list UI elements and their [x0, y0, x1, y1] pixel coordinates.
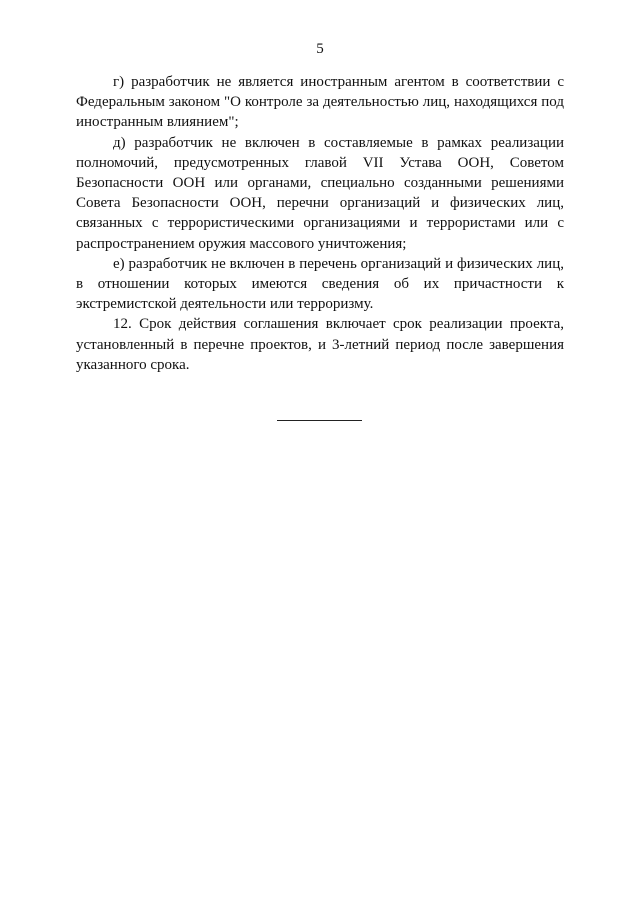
document-body: [76, 72, 564, 375]
paragraph-12: 12. Срок действия соглашения включает срок реализации проекта, установленный в перечне проектов, и 3-летний период после завершения указанного срока.: [76, 316, 564, 373]
end-separator-line: [277, 420, 362, 421]
paragraph-d: д) разработчик не включен в составляемые в рамках реализации полномочий, предусмотренных главой VII Устава ООН, Советом Безопасности ООН или органами, специально созданными решениями Совета Безопасности ООН, перечни организаций и физических лиц, связанных с террористическими организациями и террористами или с распространением оружия массового уничтожения;: [76, 134, 564, 252]
paragraph-g: г) разработчик не является иностранным агентом в соответствии с Федеральным законом "О контроле за деятельностью лиц, находящихся под иностранным влиянием";: [76, 74, 564, 131]
page-number: 5: [316, 41, 324, 57]
paragraph-e: е) разработчик не включен в перечень организаций и физических лиц, в отношении которых имеются сведения об их причастности к экстремистской деятельности или терроризму.: [76, 255, 564, 313]
